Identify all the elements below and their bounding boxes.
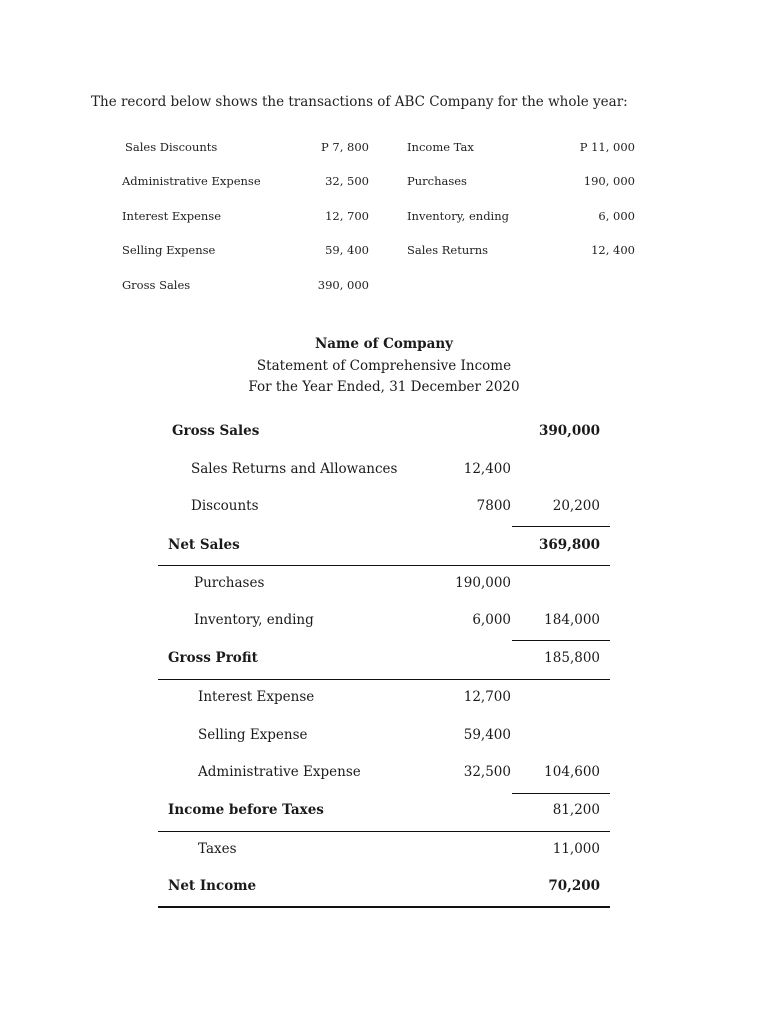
statement-title: Statement of Comprehensive Income (256, 358, 512, 374)
row-label-taxes: Taxes (198, 841, 237, 857)
section-rule (158, 679, 610, 680)
row-total-gross-profit: 185,800 (544, 650, 600, 666)
statement-period: For the Year Ended, 31 December 2020 (248, 379, 520, 395)
record-value: 190, 000 (583, 174, 635, 188)
section-rule (158, 565, 610, 566)
row-total-administrative-expense: 104,600 (544, 764, 600, 780)
row-total-income-before-taxes: 81,200 (552, 802, 600, 818)
row-amount-purchases: 190,000 (455, 575, 511, 591)
row-label-purchases: Purchases (194, 575, 265, 591)
record-label: Sales Discounts (125, 140, 218, 154)
row-label-net-income: Net Income (168, 878, 257, 894)
row-label-discounts: Discounts (191, 498, 259, 514)
record-label: Gross Sales (122, 278, 191, 292)
row-amount-sales-returns: 12,400 (463, 461, 511, 477)
record-value: P 11, 000 (579, 140, 635, 154)
row-amount-inventory-ending: 6,000 (472, 612, 511, 628)
row-label-gross-profit: Gross Profit (168, 650, 258, 666)
row-total-net-sales: 369,800 (538, 537, 600, 553)
record-value: 32, 500 (325, 174, 369, 188)
row-label-income-before-taxes: Income before Taxes (168, 802, 324, 818)
row-label-selling-expense: Selling Expense (198, 727, 308, 743)
record-label: Income Tax (407, 140, 474, 154)
record-label: Administrative Expense (122, 174, 261, 188)
company-name: Name of Company (314, 336, 454, 352)
row-amount-selling-expense: 59,400 (463, 727, 511, 743)
row-label-sales-returns: Sales Returns and Allowances (191, 461, 398, 477)
record-value: P 7, 800 (321, 140, 369, 154)
final-total-rule (158, 906, 610, 908)
row-label-inventory-ending: Inventory, ending (194, 612, 314, 628)
record-value: 390, 000 (317, 278, 369, 292)
intro-text: The record below shows the transactions of ABC Company for the whole year: (91, 94, 628, 110)
record-label: Sales Returns (407, 243, 489, 257)
record-label: Selling Expense (122, 243, 216, 257)
section-rule (158, 831, 610, 832)
row-total-gross-sales: 390,000 (538, 423, 600, 439)
row-total-discounts: 20,200 (552, 498, 600, 514)
row-label-interest-expense: Interest Expense (198, 689, 315, 705)
subtotal-rule (512, 793, 610, 794)
row-total-inventory-ending: 184,000 (544, 612, 600, 628)
row-label-net-sales: Net Sales (168, 537, 240, 553)
row-amount-discounts: 7800 (476, 498, 511, 514)
subtotal-rule (512, 640, 610, 641)
row-amount-interest-expense: 12,700 (463, 689, 511, 705)
record-label: Interest Expense (122, 209, 222, 223)
row-label-administrative-expense: Administrative Expense (198, 764, 361, 780)
record-label: Inventory, ending (407, 209, 510, 223)
row-label-gross-sales: Gross Sales (172, 423, 260, 439)
row-total-net-income: 70,200 (548, 878, 600, 894)
record-value: 6, 000 (598, 209, 635, 223)
row-amount-administrative-expense: 32,500 (463, 764, 511, 780)
record-value: 59, 400 (325, 243, 369, 257)
row-total-taxes: 11,000 (552, 841, 600, 857)
record-label: Purchases (407, 174, 467, 188)
subtotal-rule (512, 526, 610, 527)
record-value: 12, 400 (591, 243, 635, 257)
record-value: 12, 700 (325, 209, 369, 223)
